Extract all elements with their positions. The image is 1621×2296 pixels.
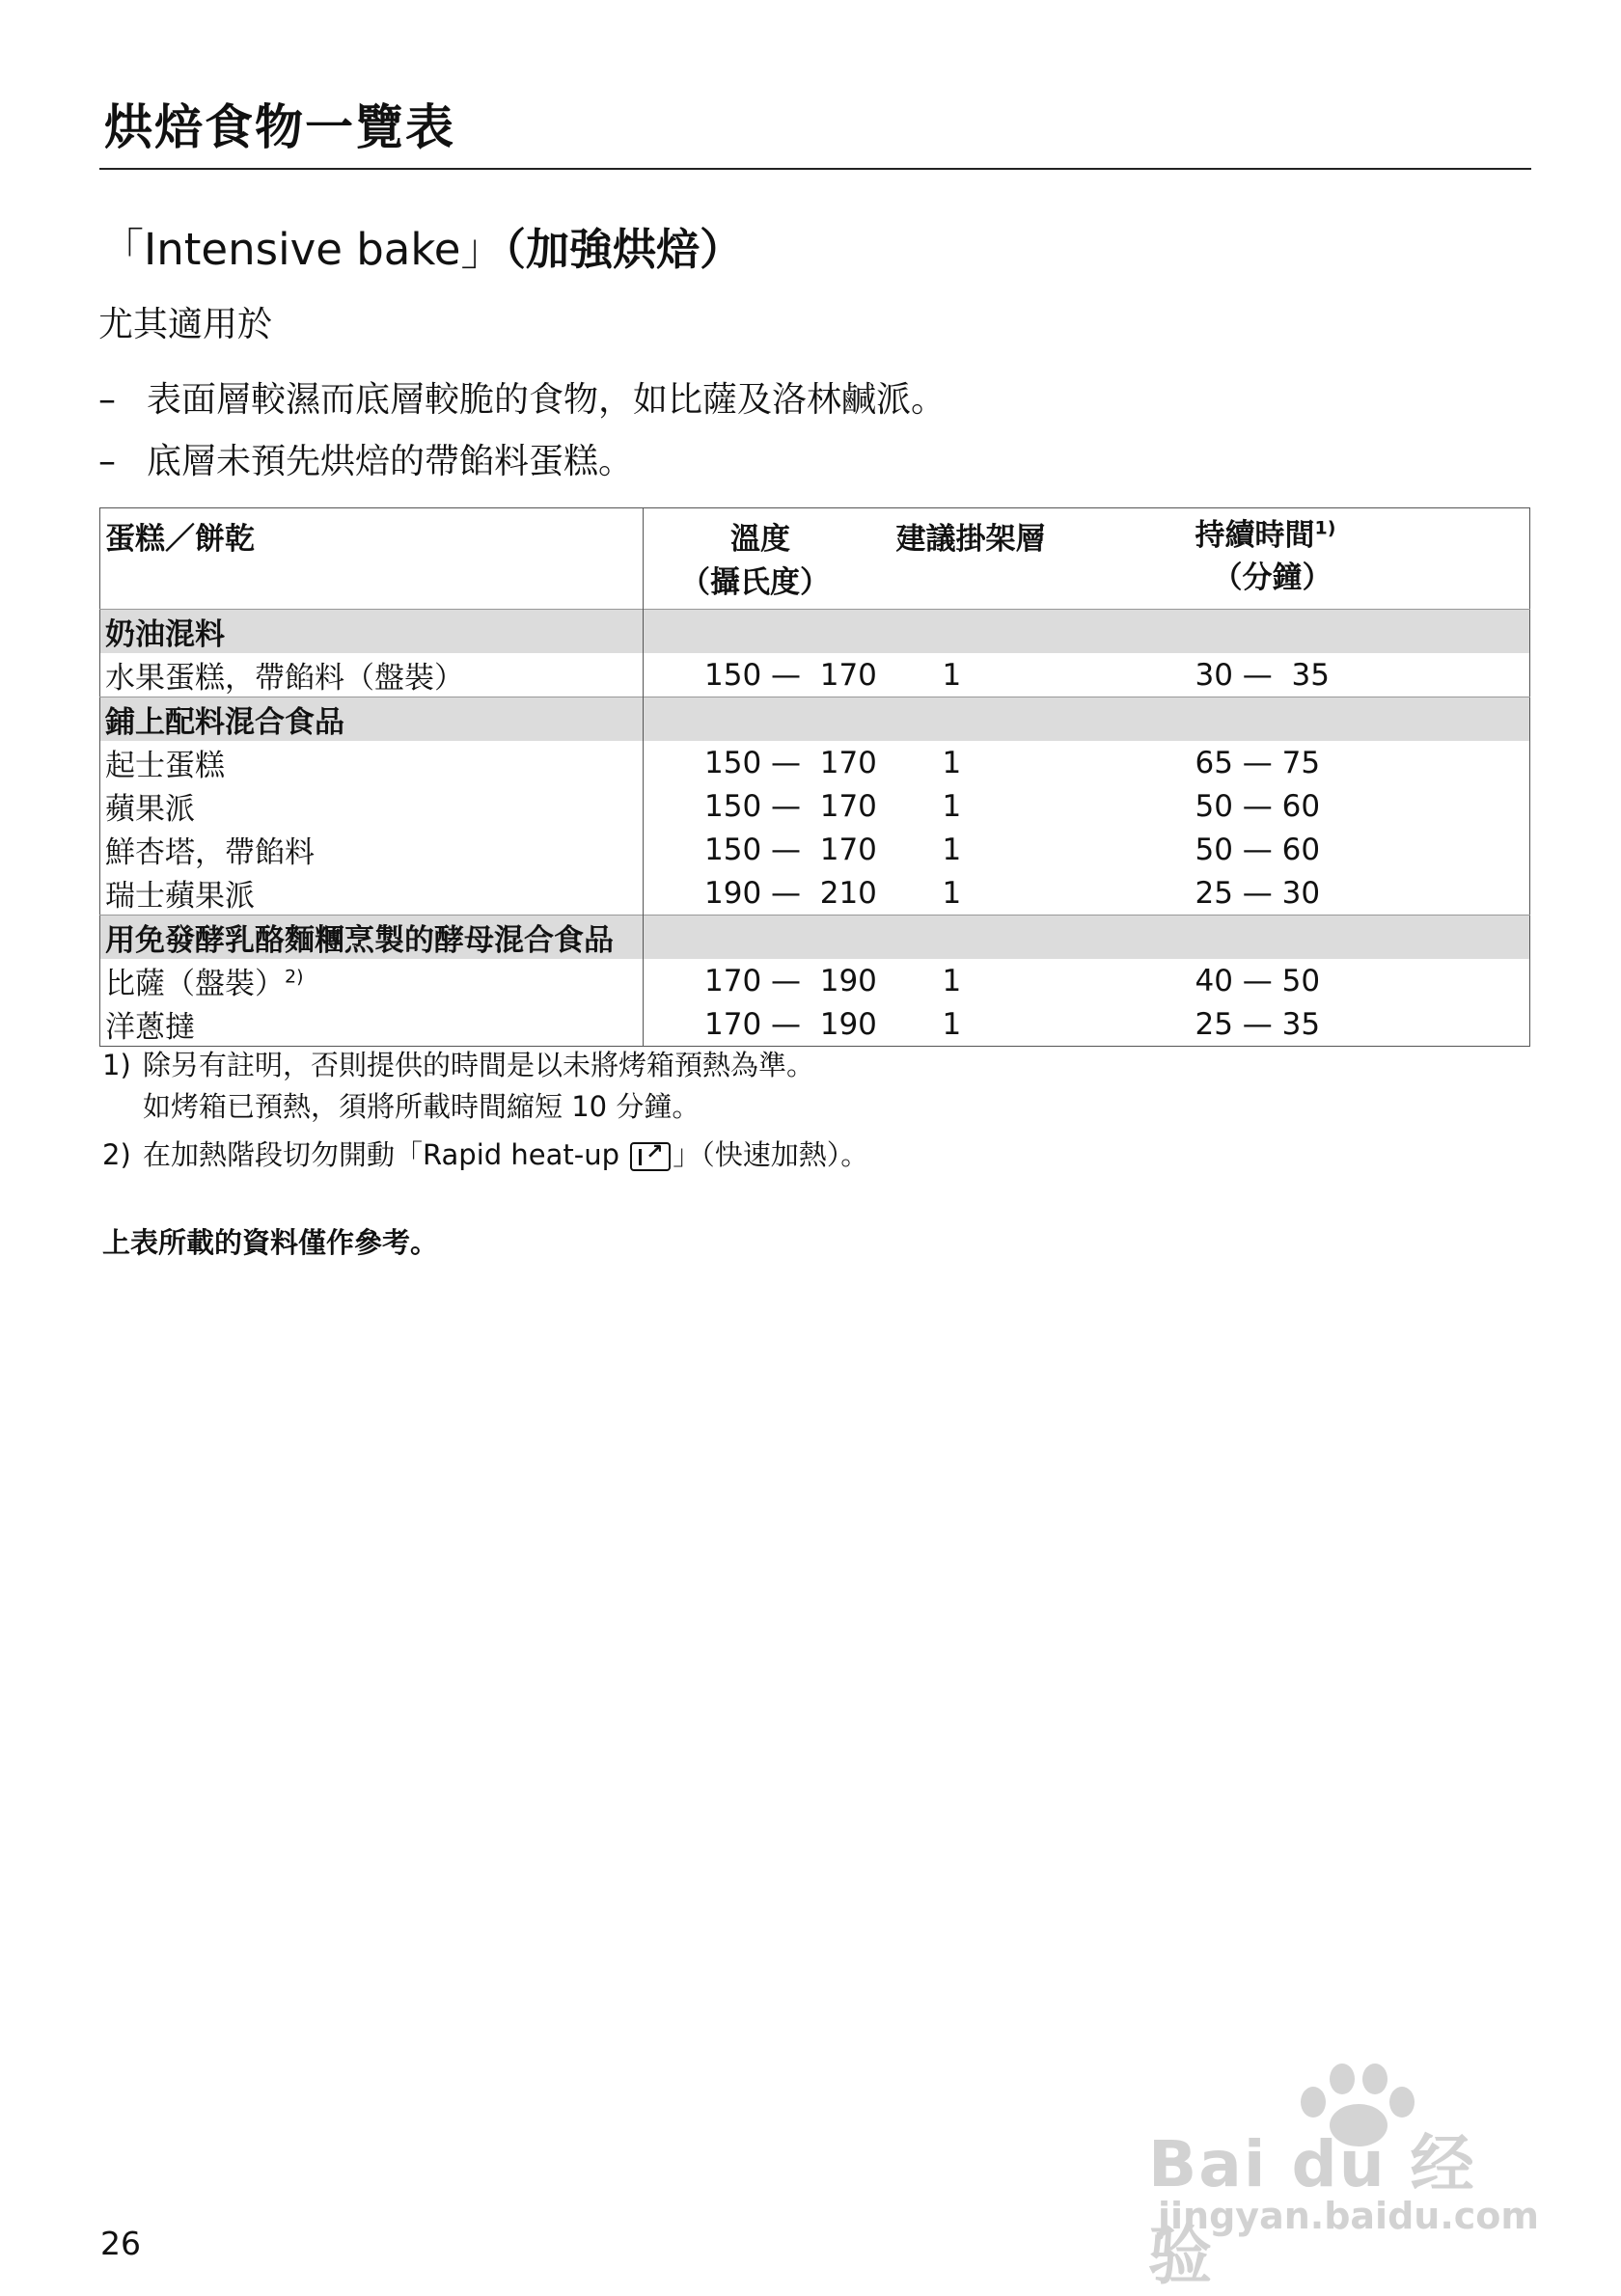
shelf-cell: 1 <box>942 745 962 780</box>
bullet-marker: – <box>98 380 116 420</box>
rapid-heat-up-icon <box>630 1142 671 1171</box>
table-row <box>100 1002 1530 1047</box>
header-time-line1: 持續時間 <box>1195 518 1315 553</box>
footnote-1-number: 1) <box>102 1049 131 1081</box>
food-name-cell <box>100 741 644 784</box>
table-row <box>100 828 1530 871</box>
temperature-cell: 170 — 190 <box>704 1006 877 1042</box>
table-row <box>100 741 1530 784</box>
shelf-cell: 1 <box>942 1006 962 1042</box>
table-row <box>100 784 1530 828</box>
time-cell: 40 — 50 <box>1195 963 1321 998</box>
food-name: 瑞士蘋果派 <box>105 879 255 914</box>
shelf-cell: 1 <box>942 875 962 911</box>
category-label: 奶油混料 <box>100 610 644 654</box>
bullet-list <box>98 369 946 493</box>
time-cell: 50 — 60 <box>1195 788 1321 824</box>
food-name-cell <box>100 784 644 828</box>
table-header-row <box>100 508 1530 610</box>
food-name: 起士蛋糕 <box>105 749 225 783</box>
table-row <box>100 653 1530 697</box>
temperature-cell: 150 — 170 <box>704 788 877 824</box>
temperature-cell: 150 — 170 <box>704 745 877 780</box>
food-name: 水果蛋糕，帶餡料（盤裝） <box>105 661 464 696</box>
footnote-1-text: 除另有註明，否則提供的時間是以未將烤箱預熱為準。 <box>143 1049 815 1081</box>
category-fill <box>644 916 1530 960</box>
watermark-brand: Bai du 经验 <box>1148 2127 1476 2293</box>
header-time-footnote: 1) <box>1314 517 1336 539</box>
shelf-cell: 1 <box>942 788 962 824</box>
reference-note: 上表所載的資料僅作參考。 <box>102 1226 439 1259</box>
food-name-cell <box>100 871 644 916</box>
time-cell: 65 — 75 <box>1195 745 1321 780</box>
temperature-cell: 170 — 190 <box>704 963 877 998</box>
watermark-url: jingyan.baidu.com <box>1158 2195 1539 2237</box>
page-title: 烘焙食物一覽表 <box>104 99 455 155</box>
header-shelf <box>896 508 1195 610</box>
category-label: 鋪上配料混合食品 <box>100 697 644 742</box>
time-cell: 25 — 35 <box>1195 1006 1321 1042</box>
temperature-cell: 190 — 210 <box>704 875 877 911</box>
food-name-cell <box>100 959 644 1002</box>
time-cell: 25 — 30 <box>1195 875 1321 911</box>
category-label: 用免發酵乳酪麵糰烹製的酵母混合食品 <box>100 916 644 960</box>
shelf-cell: 1 <box>942 832 962 867</box>
header-food: 蛋糕／餅乾 <box>100 508 644 610</box>
intro-text: 尤其適用於 <box>98 305 273 344</box>
food-name-cell <box>100 653 644 697</box>
title-divider <box>99 168 1531 170</box>
section-title-suffix: （加強烘焙） <box>504 224 744 275</box>
footnote-ref: 2) <box>285 966 304 988</box>
temperature-cell: 150 — 170 <box>704 832 877 867</box>
table-row <box>100 871 1530 916</box>
category-fill <box>644 610 1530 654</box>
table-row <box>100 959 1530 1002</box>
footnote-2-number: 2) <box>102 1138 131 1171</box>
header-shelf-label: 建議掛架層 <box>895 522 1046 557</box>
time-cell: 50 — 60 <box>1195 832 1321 867</box>
shelf-cell: 1 <box>942 657 962 693</box>
header-temperature <box>644 508 896 610</box>
footnote-2 <box>102 1134 868 1173</box>
food-name: 比薩（盤裝） <box>105 967 285 1001</box>
baking-table <box>99 507 1530 1047</box>
food-name: 鮮杏塔，帶餡料 <box>105 835 315 870</box>
table-category-row <box>100 610 1530 654</box>
shelf-cell: 1 <box>942 963 962 998</box>
header-time-line2: （分鐘） <box>1212 560 1333 595</box>
baidu-watermark <box>1148 2060 1539 2293</box>
food-name-cell <box>100 828 644 871</box>
section-title-prefix: 「Intensive bake」 <box>100 224 505 275</box>
food-name: 蘋果派 <box>105 792 195 827</box>
header-temp-line2: （攝氏度） <box>680 565 830 600</box>
temperature-cell: 150 — 170 <box>704 657 877 693</box>
bullet-text: 底層未預先烘焙的帶餡料蛋糕。 <box>147 442 634 481</box>
bullet-item <box>98 369 946 431</box>
table-category-row <box>100 697 1530 742</box>
page-number: 26 <box>100 2225 141 2262</box>
header-time <box>1195 508 1530 610</box>
footnote-2-text-before: 在加熱階段切勿開動「Rapid heat-up <box>143 1138 629 1171</box>
time-cell: 30 — 35 <box>1195 657 1330 693</box>
bullet-marker: – <box>98 442 116 481</box>
table-category-row <box>100 916 1530 960</box>
bullet-text: 表面層較濕而底層較脆的食物，如比薩及洛林鹹派。 <box>147 380 947 420</box>
category-fill <box>644 697 1530 742</box>
food-name-cell <box>100 1002 644 1047</box>
header-temp-line1: 溫度 <box>730 522 790 557</box>
section-title <box>100 214 743 277</box>
footnote-2-text-after: 」（快速加熱）。 <box>673 1138 869 1171</box>
food-name: 洋蔥撻 <box>105 1010 195 1045</box>
footnote-1-line-1 <box>102 1044 814 1083</box>
footnote-1-line-2: 如烤箱已預熱，須將所載時間縮短 10 分鐘。 <box>143 1090 701 1123</box>
bullet-item <box>98 431 946 493</box>
